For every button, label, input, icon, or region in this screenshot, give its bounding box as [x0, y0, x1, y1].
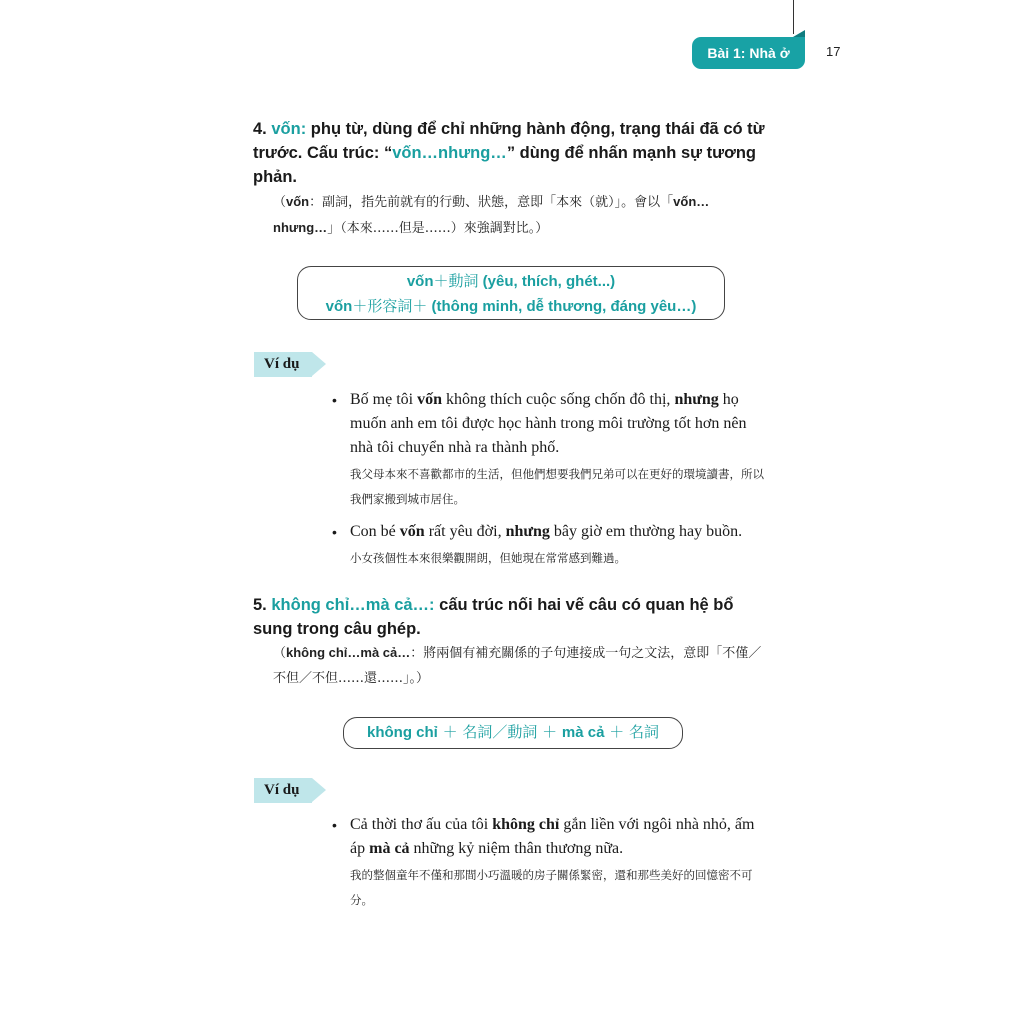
crop-mark — [793, 0, 794, 34]
note-text-b: 」（本來……但是……）來強調對比。） — [327, 221, 549, 236]
bullet: • — [332, 524, 337, 540]
section-5-formula-box — [343, 717, 683, 749]
bullet: • — [332, 392, 337, 408]
text: những kỷ niệm thân thương nữa. — [409, 840, 624, 857]
formula-line-2 — [298, 294, 724, 319]
note-structure: vốn… nhưng… — [273, 194, 710, 235]
text: không thích cuộc sống chốn đô thị, — [442, 391, 675, 408]
text: Con bé — [350, 523, 400, 540]
example-item — [332, 388, 772, 512]
example-vietnamese — [350, 520, 772, 544]
example-label: Ví dụ — [254, 352, 312, 377]
formula-pos: ＋形容詞＋ — [352, 297, 428, 315]
example-chinese: 我父母本來不喜歡都市的生活，但他們想要我們兄弟可以在更好的環境讀書，所以我們家搬到城市居住。 — [350, 467, 764, 506]
note-open: （ — [273, 195, 287, 210]
text: bây giờ em thường hay buồn. — [549, 523, 743, 540]
note-text: ：將兩個有補充關係的子句連接成一句之文法，意即「不僅／不但／不但……還……」。） — [273, 646, 762, 686]
example-label: Ví dụ — [254, 778, 312, 803]
formula-pos: ＋動詞 — [433, 272, 479, 290]
page-number: 17 — [826, 44, 841, 59]
keyword: vốn — [399, 523, 425, 540]
text: Cả thời thơ ấu của tôi — [350, 816, 493, 833]
note-open: （ — [273, 646, 287, 661]
section-5-term: không chỉ…mà cả…: — [271, 596, 435, 614]
section-4-desc-a: phụ từ, dùng để chỉ những hành động, trạng thái đã có từ trước. Cấu trúc: “ — [253, 120, 765, 162]
keyword: nhưng — [505, 523, 550, 540]
keyword: không chỉ — [492, 816, 560, 833]
formula-term: mà cả — [561, 724, 605, 741]
keyword: vốn — [417, 391, 443, 408]
section-4-formula-box — [297, 266, 725, 320]
note-text-a: ：副詞，指先前就有的行動、狀態，意即「本來（就）」。會以「 — [309, 195, 674, 210]
section-5-heading — [253, 593, 773, 641]
formula-examples: (yêu, thích, ghét...) — [478, 273, 616, 290]
keyword: nhưng — [674, 391, 719, 408]
example-chinese: 小女孩個性本來很樂觀開朗，但她現在常常感到難過。 — [350, 551, 626, 565]
section-4-term: vốn: — [271, 120, 307, 138]
example-item — [332, 813, 772, 913]
text: họ muốn anh em tôi được học hành trong môi trường tốt hơn nên nhà tôi chuyển nhà ra thành phố. — [350, 391, 747, 456]
section-4-note — [273, 189, 773, 241]
formula-line-1 — [298, 269, 724, 294]
formula-examples: (thông minh, dễ thương, đáng yêu…) — [427, 298, 697, 315]
section-4-structure: vốn…nhưng… — [392, 144, 507, 162]
section-5-number: 5. — [253, 596, 267, 614]
formula-term: vốn — [325, 298, 353, 315]
section-4-desc-b: ” dùng để nhấn mạnh sự tương phản. — [253, 144, 757, 186]
example-chinese: 我的整個童年不僅和那間小巧溫暖的房子關係緊密，還和那些美好的回憶密不可分。 — [350, 868, 753, 907]
chapter-tab — [692, 37, 805, 69]
section-4-number: 4. — [253, 120, 267, 138]
keyword: mà cả — [369, 840, 410, 857]
formula-term: không chỉ — [366, 724, 438, 741]
formula-pos: ＋ 名詞／動詞 ＋ — [437, 723, 562, 741]
note-term: không chỉ…mà cả… — [286, 645, 411, 660]
section-4-heading — [253, 117, 773, 189]
chapter-tab-label: Bài 1: Nhà ở — [707, 45, 790, 61]
text: gắn liền với ngôi nhà nhỏ, ấm áp — [350, 816, 755, 857]
note-term: vốn — [286, 194, 310, 209]
text: Bố mẹ tôi — [350, 391, 418, 408]
bullet: • — [332, 817, 337, 833]
section-5-desc: cấu trúc nối hai vế câu có quan hệ bổ sung trong câu ghép. — [253, 596, 734, 638]
formula-term: vốn — [406, 273, 434, 290]
formula-pos: ＋ 名詞 — [604, 723, 659, 741]
text: rất yêu đời, — [424, 523, 506, 540]
example-vietnamese — [350, 813, 772, 861]
example-vietnamese — [350, 388, 772, 460]
section-5-note — [273, 640, 773, 691]
example-item — [332, 520, 772, 571]
